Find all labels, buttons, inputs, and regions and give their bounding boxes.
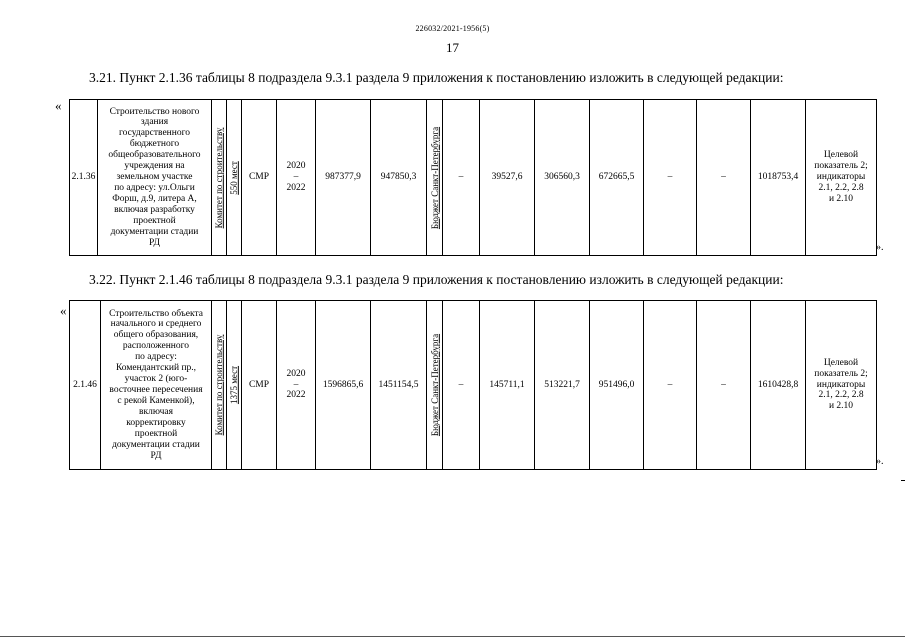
row-source: Бюджет Санкт-Петербурга — [427, 301, 443, 470]
row-years: 2020 – 2022 — [277, 301, 316, 470]
table-row-2-1-46 — [69, 300, 877, 470]
row-2021: 513221,7 — [535, 301, 590, 470]
scan-mark — [901, 480, 905, 481]
row-2020: 39527,6 — [480, 100, 535, 256]
row-capacity: 550 мест — [227, 100, 242, 256]
row-prior: – — [443, 301, 480, 470]
row-code: 2.1.36 — [70, 100, 98, 256]
page-number: 17 — [446, 40, 459, 55]
row-2024: – — [697, 301, 751, 470]
paragraph-3-22: 3.22. Пункт 2.1.46 таблицы 8 подраздела 9.3.1 раздела 9 приложения к постановлению изложить в следующей редакции: — [89, 272, 784, 287]
row-2024: – — [697, 100, 751, 256]
row-description: Строительство нового здания государственного бюджетного общеобразовательного учреждения на земельном участке по адресу: ул.Ольги Форш, д.9, литера А, включая разработку проектной документации стадии РД — [98, 100, 212, 256]
row-description: Строительство объекта начального и среднего общего образования, расположенного по адресу: Комендантский пр., участок 2 (юго- восточнее пересечения с рекой Каменкой), включая корректировку проектной документации стадии РД — [101, 301, 212, 470]
paragraph-3-21: 3.21. Пункт 2.1.36 таблицы 8 подраздела 9.3.1 раздела 9 приложения к постановлению изложить в следующей редакции: — [89, 70, 784, 85]
row-source: Бюджет Санкт-Петербурга — [427, 100, 443, 256]
table-row-2-1-36 — [69, 99, 877, 256]
row-period-total: 1018753,4 — [751, 100, 806, 256]
row-years: 2020 – 2022 — [277, 100, 316, 256]
row-2022: 672665,5 — [590, 100, 644, 256]
document-id: 226032/2021-1956(5) — [415, 24, 490, 33]
row-capacity: 1375 мест — [227, 301, 242, 470]
row-2023: – — [644, 100, 697, 256]
row-prior: – — [443, 100, 480, 256]
row-total-cost: 1596865,6 — [316, 301, 371, 470]
row-executor: Комитет по строительству — [212, 301, 227, 470]
open-quote: « — [60, 303, 67, 318]
row-budget-cost: 947850,3 — [371, 100, 427, 256]
row-total-cost: 987377,9 — [316, 100, 371, 256]
row-executor: Комитет по строительству — [212, 100, 227, 256]
row-2022: 951496,0 — [590, 301, 644, 470]
page-bottom-rule — [0, 636, 905, 637]
row-note: Целевой показатель 2; индикаторы 2.1, 2.2, 2.8 и 2.10 — [806, 100, 877, 256]
close-quote: ». — [876, 242, 884, 253]
row-note: Целевой показатель 2; индикаторы 2.1, 2.2, 2.8 и 2.10 — [806, 301, 877, 470]
row-2023: – — [644, 301, 697, 470]
open-quote: « — [55, 98, 62, 113]
row-2021: 306560,3 — [535, 100, 590, 256]
row-period-total: 1610428,8 — [751, 301, 806, 470]
row-work-type: СМР — [242, 100, 277, 256]
row-2020: 145711,1 — [480, 301, 535, 470]
row-code: 2.1.46 — [70, 301, 101, 470]
close-quote: ». — [876, 456, 884, 467]
row-work-type: СМР — [242, 301, 277, 470]
row-budget-cost: 1451154,5 — [371, 301, 427, 470]
